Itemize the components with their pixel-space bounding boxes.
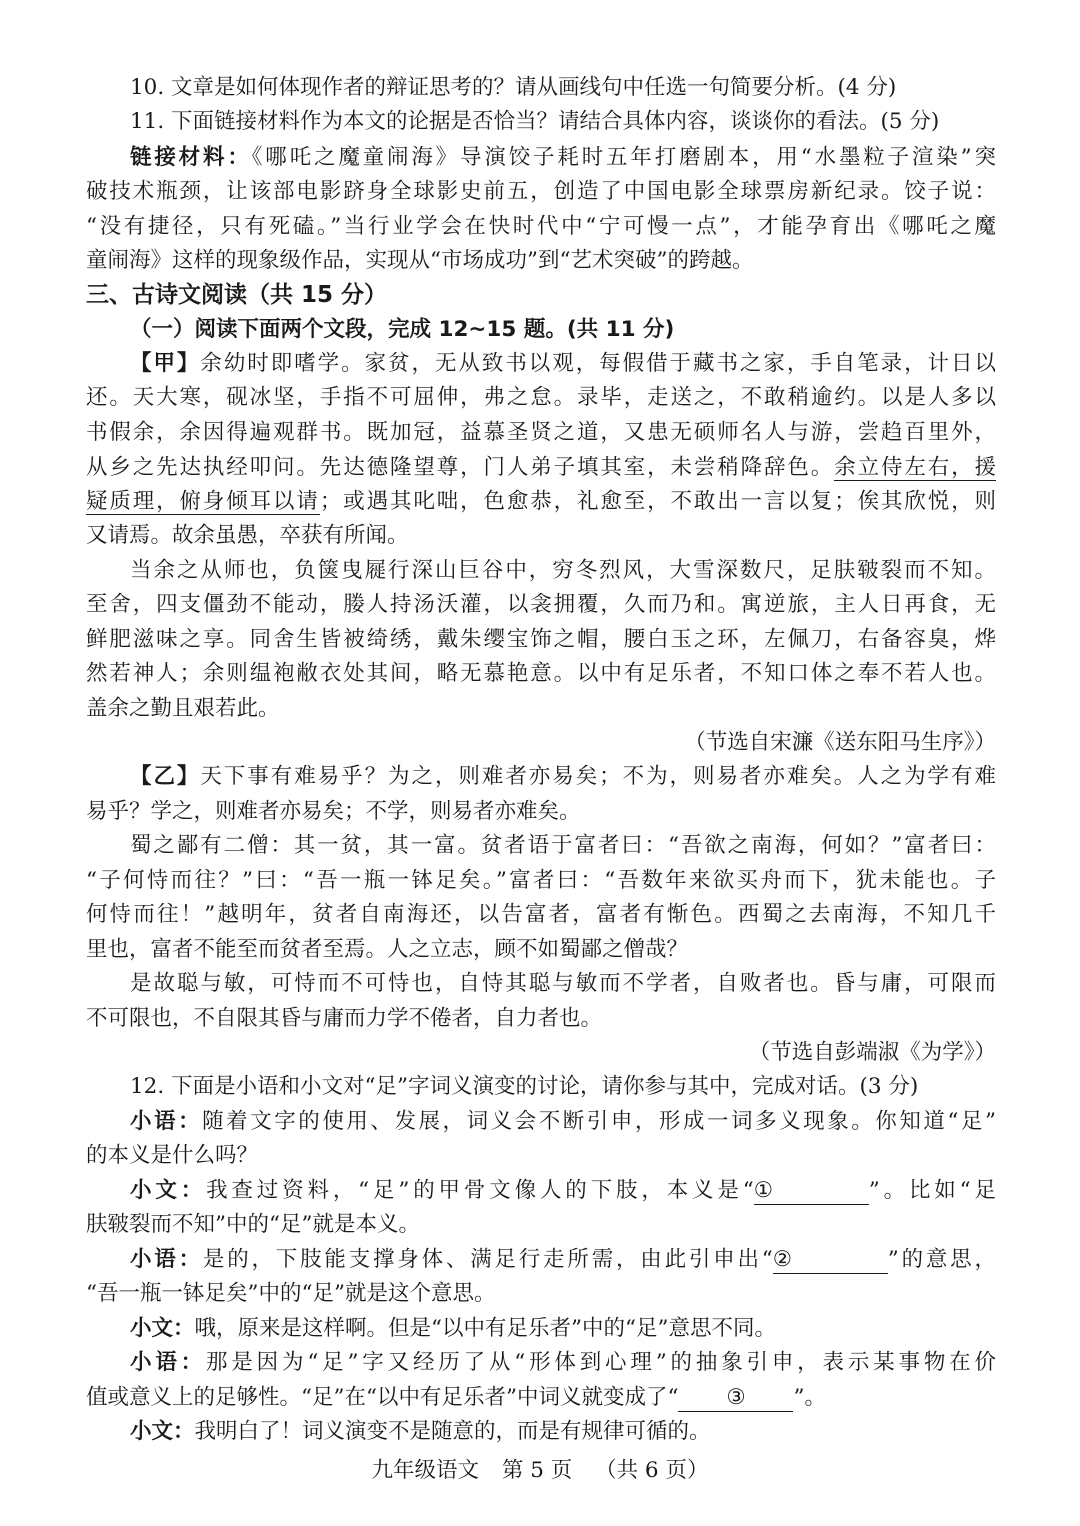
underlined-sentence: 疑质理，俯身倾耳以请 [86,489,320,514]
question-11: 11. 下面链接材料作为本文的论据是否恰当？请结合具体内容，谈谈你的看法。(5 分) [130,109,940,134]
link-material-line: 链接材料：《哪吒之魔童闹海》导演饺子耗时五年打磨剧本，用“水墨粒子渲染”突 [130,145,996,170]
passage-jia-line: 还。天大寒，砚冰坚，手指不可屈伸，弗之怠。录毕，走送之，不敢稍逾约。以是人多以 [86,385,996,410]
footer-subject: 九年级语文 [371,1458,480,1483]
dialog-line: 小语：是的，下肢能支撑身体、满足行走所需，由此引申出“② ”的意思， [130,1247,996,1272]
passage-jia-line: 从乡之先达执经叩问。先达德隆望尊，门人弟子填其室，未尝稍降辞色。余立侍左右，援 [86,455,996,480]
passage-jia-tag: 【甲】 [130,351,201,376]
passage-jia-line: 鲜肥滋味之享。同舍生皆被绮绣，戴朱缨宝饰之帽，腰白玉之环，左佩刀，右备容臭，烨 [86,627,996,652]
answer-blank-3[interactable]: ③ [678,1385,793,1412]
passage-yi-line: 是故聪与敏，可恃而不可恃也，自恃其聪与敏而不学者，自败者也。昏与庸，可限而 [130,971,996,996]
passage-jia-line: 然若神人；余则缊袍敝衣处其间，略无慕艳意。以中有足乐者，不知口体之奉不若人也。 [86,661,996,686]
speaker-xiaowen: 小文： [130,1419,195,1444]
passage-yi-line: 蜀之鄙有二僧：其一贫，其一富。贫者语于富者曰：“吾欲之南海，何如？”富者曰： [130,833,996,858]
passage-jia-line: 盖余之勤且艰若此。 [86,696,280,721]
passage-yi-line: 不可限也，不自限其昏与庸而力学不倦者，自力者也。 [86,1006,603,1031]
answer-blank-2[interactable]: ② [773,1247,888,1274]
underlined-sentence: 余立侍左右，援 [834,455,996,480]
passage-yi-line: 【乙】天下事有难易乎？为之，则难者亦易矣；不为，则易者亦难矣。人之为学有难 [130,764,996,789]
speaker-xiaoyu: 小语： [130,1109,203,1134]
dialog-line: 小语：那是因为“足”字又经历了从“形体到心理”的抽象引申，表示某事物在价 [130,1350,996,1375]
passage-jia-line: 当余之从师也，负箧曳屣行深山巨谷中，穷冬烈风，大雪深数尺，足肤皲裂而不知。 [130,558,996,583]
dialog-line: 值或意义上的足够性。“足”在“以中有足乐者”中词义就变成了“ ③ ”。 [86,1385,826,1410]
passage-jia-line: 又请焉。故余虽愚，卒获有所闻。 [86,523,409,548]
speaker-xiaowen: 小文： [130,1178,207,1203]
dialog-line: 肤皲裂而不知”中的“足”就是本义。 [86,1212,420,1237]
question-10: 10. 文章是如何体现作者的辩证思考的？请从画线句中任选一句简要分析。(4 分) [130,75,897,100]
passage-jia-line: 【甲】余幼时即嗜学。家贫，无从致书以观，每假借于藏书之家，手自笔录，计日以 [130,351,996,376]
passage-yi-line: “子何恃而往？”曰：“吾一瓶一钵足矣。”富者曰：“吾数年来欲买舟而下，犹未能也。子 [86,868,996,893]
link-material-label: 链接材料： [130,145,252,170]
dialog-line: 小文：哦，原来是这样啊。但是“以中有足乐者”中的“足”意思不同。 [130,1316,776,1341]
question-12: 12. 下面是小语和小文对“足”字词义演变的讨论，请你参与其中，完成对话。(3 分) [130,1074,919,1099]
passage-jia-source: （节选自宋濂《送东阳马生序》） [684,730,996,755]
link-material-line: “没有捷径，只有死磕。”当行业学会在快时代中“宁可慢一点”，才能孕育出《哪吒之魔 [86,214,996,239]
section-3-heading: 三、古诗文阅读（共 15 分） [86,282,388,308]
dialog-line: 小文：我明白了！词义演变不是随意的，而是有规律可循的。 [130,1419,711,1444]
link-material-line: 童闹海》这样的现象级作品，实现从“市场成功”到“艺术突破”的跨越。 [86,248,754,273]
passage-jia-line: 至舍，四支僵劲不能动，媵人持汤沃灌，以衾拥覆，久而乃和。寓逆旅，主人日再食，无 [86,592,996,617]
dialog-line: “吾一瓶一钵足矣”中的“足”就是这个意思。 [86,1281,496,1306]
footer-page-number: 第 5 页 [501,1458,573,1483]
speaker-xiaoyu: 小语： [130,1247,203,1272]
footer-page-total: （共 6 页） [595,1458,709,1483]
passage-yi-tag: 【乙】 [130,764,201,789]
link-material-line: 破技术瓶颈，让该部电影跻身全球影史前五，创造了中国电影全球票房新纪录。饺子说： [86,179,996,204]
passage-yi-line: 里也，富者不能至而贫者至焉。人之立志，顾不如蜀鄙之僧哉？ [86,937,689,962]
dialog-line: 的本义是什么吗？ [86,1143,259,1168]
speaker-xiaowen: 小文： [130,1316,195,1341]
passage-jia-line: 疑质理，俯身倾耳以请；或遇其叱咄，色愈恭，礼愈至，不敢出一言以复；俟其欣悦，则 [86,489,996,514]
answer-blank-1[interactable]: ① [754,1178,869,1205]
passage-yi-line: 易乎？学之，则难者亦易矣；不学，则易者亦难矣。 [86,799,581,824]
passage-yi-line: 何恃而往！”越明年，贫者自南海还，以告富者，富者有惭色。西蜀之去南海，不知几千 [86,902,996,927]
passage-yi-source: （节选自彭端淑《为学》） [748,1040,996,1065]
speaker-xiaoyu: 小语： [130,1350,206,1375]
part-1-heading: （一）阅读下面两个文段，完成 12~15 题。(共 11 分) [130,317,675,342]
page-footer [0,1455,1080,1487]
passage-jia-line: 书假余，余因得遍观群书。既加冠，益慕圣贤之道，又患无硕师名人与游，尝趋百里外， [86,420,996,445]
dialog-line: 小文：我查过资料，“足”的甲骨文像人的下肢，本义是“① ”。比如“足 [130,1178,996,1203]
dialog-line: 小语：随着文字的使用、发展，词义会不断引申，形成一词多义现象。你知道“足” [130,1109,996,1134]
